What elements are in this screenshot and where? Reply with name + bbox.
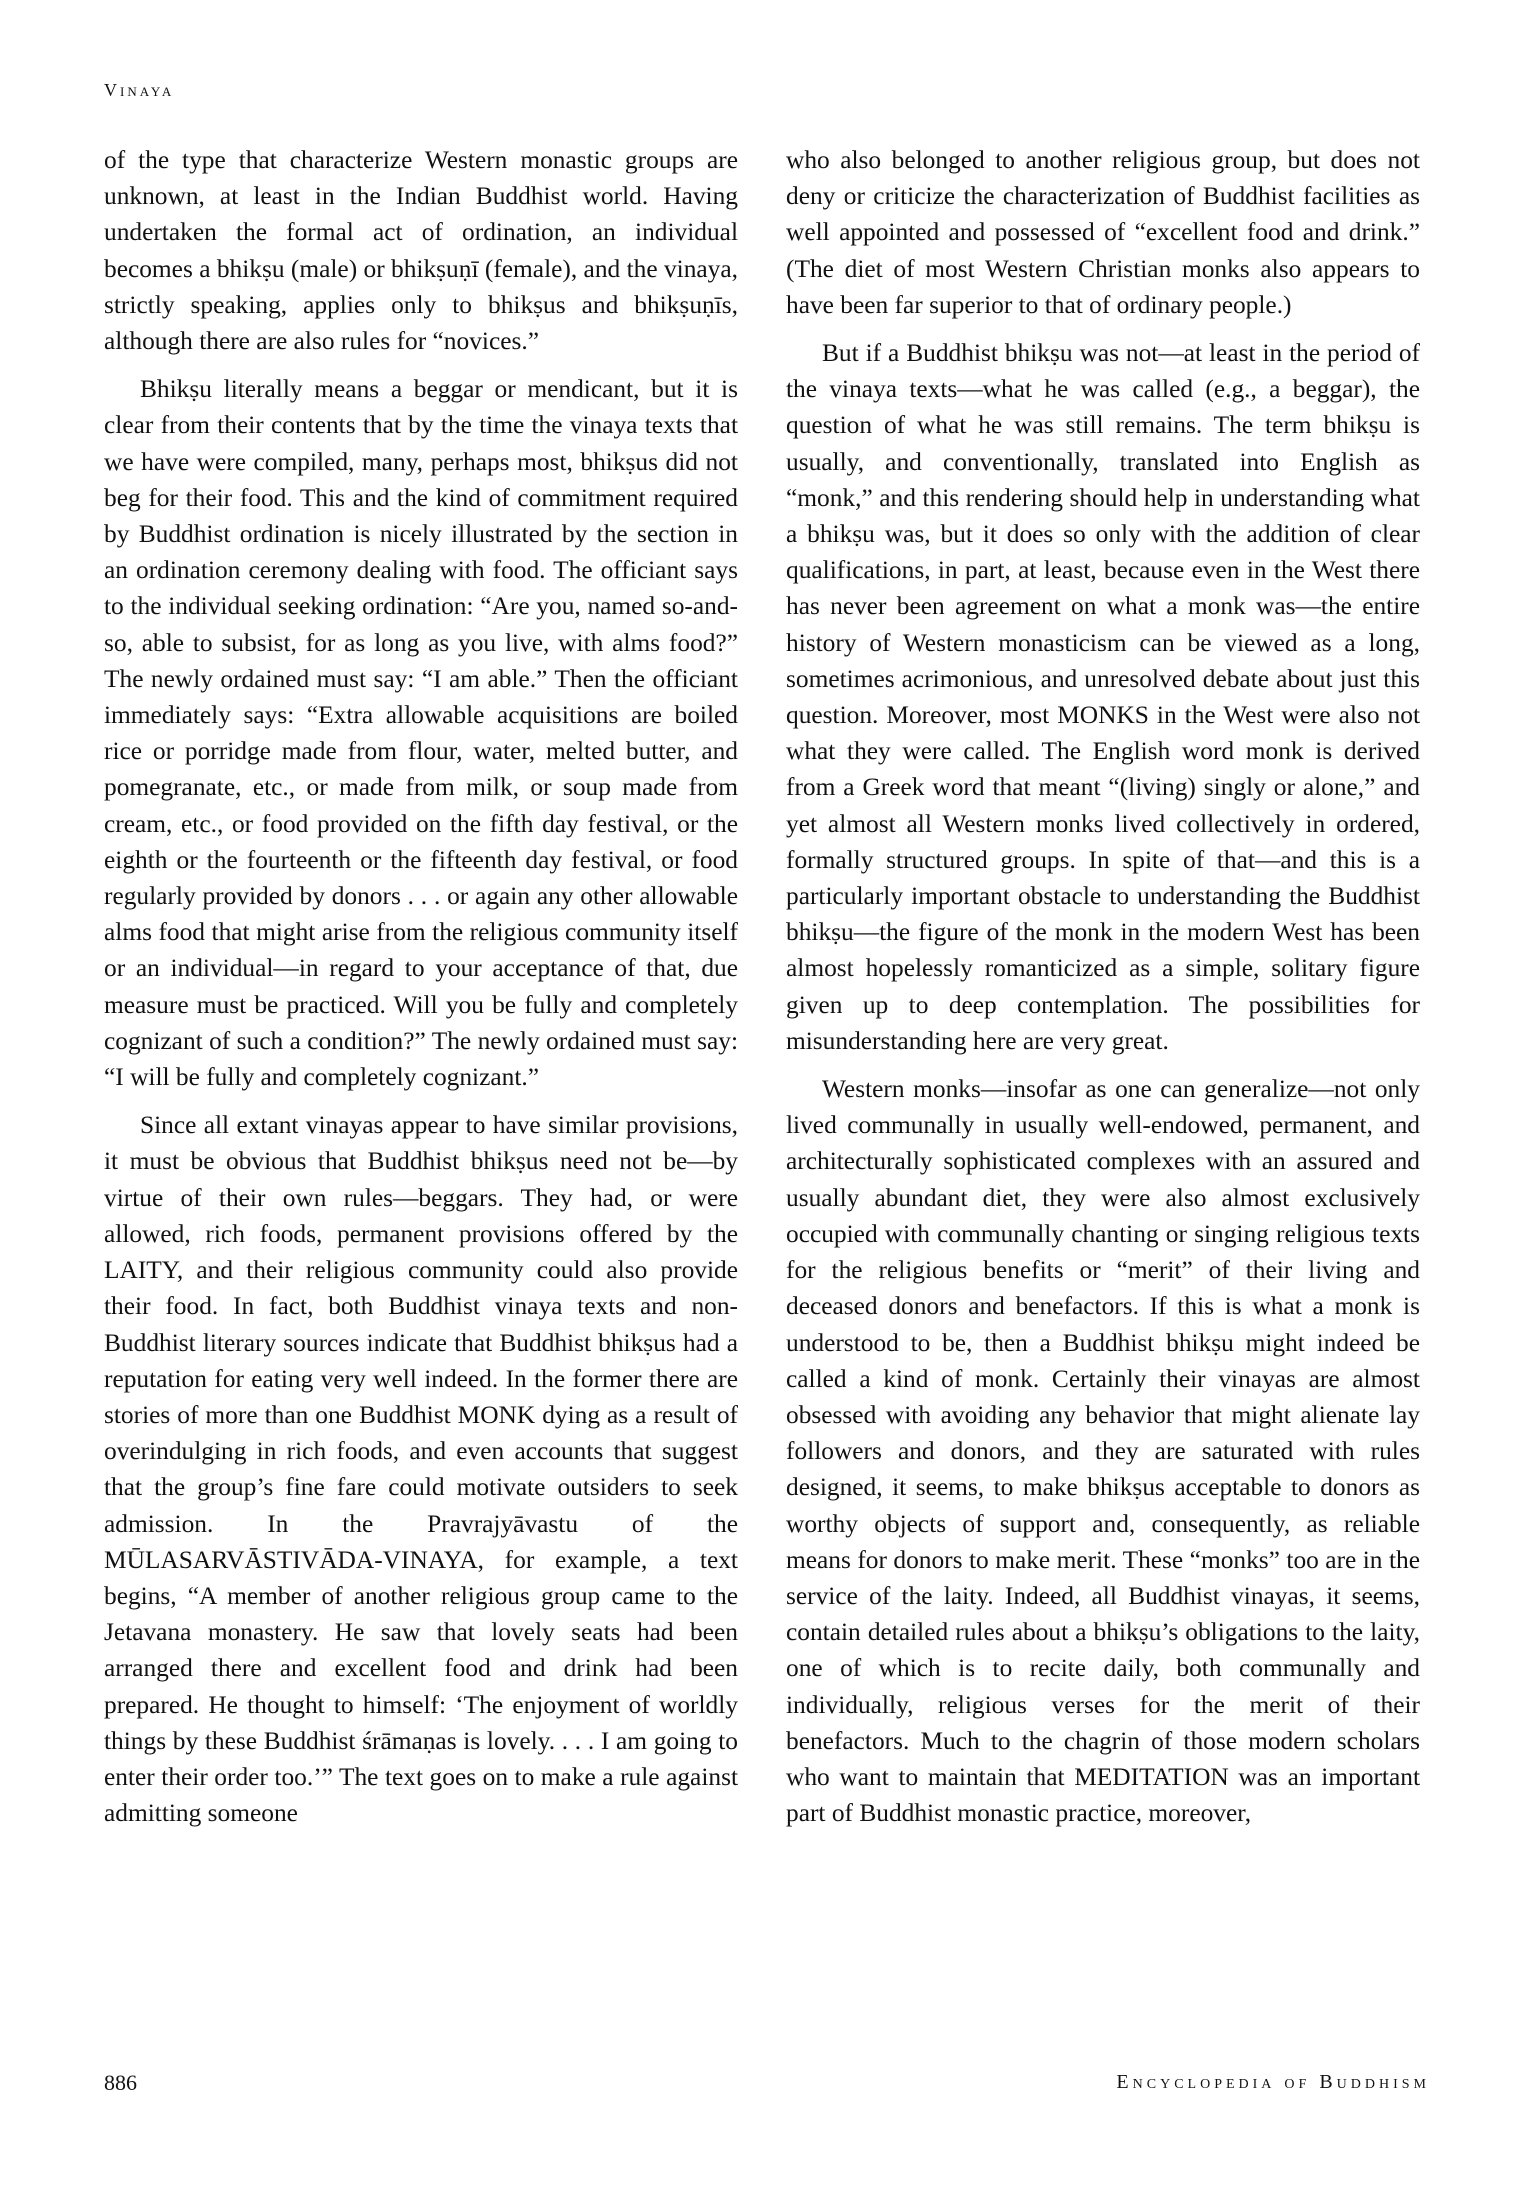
right-column [786,142,1420,1843]
paragraph: who also belonged to another religious group, but does not deny or criticize the characterization of Buddhist facilities as well appointed and possessed of “excellent food and drink.” (The diet of most Western Christian monks also appears to have been far superior to that of ordinary people.) [786,146,1420,319]
page-number: 886 [104,2070,137,2095]
book-title: Encyclopedia of Buddhism [1116,2071,1430,2093]
paragraph: Western monks—insofar as one can generalize—not only lived communally in usually well-endowed, permanent, and architecturally sophisticated complexes with an assured and usually abundant diet, they were also almost exclusively occupied with communally chanting or singing religious texts for the religious benefits or “merit” of their living and deceased donors and benefactors. If this is what a monk is understood to be, then a Buddhist bhikṣu might indeed be called a kind of monk. Certainly their vinayas are almost obsessed with avoiding any behavior that might alienate lay followers and donors, and they are saturated with rules designed, it seems, to make bhikṣus acceptable to donors as worthy objects of support and, consequently, as reliable means for donors to make merit. These “monks” too are in the service of the laity. Indeed, all Buddhist vinayas, it seems, contain detailed rules about a bhikṣu’s obligations to the laity, one of which is to recite daily, both communally and individually, religious verses for the merit of their benefactors. Much to the chagrin of those modern scholars who want to maintain that MEDITATION was an important part of Buddhist monastic practice, moreover, [786,1075,1420,1828]
running-head: Vinaya [104,80,175,100]
paragraph: Since all extant vinayas appear to have similar provisions, it must be obvious that Buddhist bhikṣus need not be—by virtue of their own rules—beggars. They had, or were allowed, rich foods, permanent provisions offered by the LAITY, and their religious community could also provide their food. In fact, both Buddhist vinaya texts and non-Buddhist literary sources indicate that Buddhist bhikṣus had a reputation for eating very well indeed. In the former there are stories of more than one Buddhist MONK dying as a result of overindulging in rich foods, and even accounts that suggest that the group’s fine fare could motivate outsiders to seek admission. In the Pravrajyāvastu of the MŪLASARVĀSTIVĀDA-VINAYA, for example, a text begins, “A member of another religious group came to the Jetavana monastery. He saw that lovely seats had been arranged there and excellent food and drink had been prepared. He thought to himself: ‘The enjoyment of worldly things by these Buddhist śrāmaṇas is lovely. . . . I am going to enter their order too.’” The text goes on to make a rule against admitting someone [104,1111,738,1828]
paragraph: Bhikṣu literally means a beggar or mendicant, but it is clear from their contents that by the time the vinaya texts that we have were compiled, many, perhaps most, bhikṣus did not beg for their food. This and the kind of commitment required by Buddhist ordination is nicely illustrated by the section in an ordination ceremony dealing with food. The officiant says to the individual seeking ordination: “Are you, named so-and-so, able to subsist, for as long as you live, with alms food?” The newly ordained must say: “I am able.” Then the officiant immediately says: “Extra allowable acquisitions are boiled rice or porridge made from flour, water, melted butter, and pomegranate, etc., or made from milk, or soup made from cream, etc., or food provided on the fifth day festival, or the eighth or the fourteenth or the fifteenth day festival, or food regularly provided by donors . . . or again any other allowable alms food that might arise from the religious community itself or an individual—in regard to your acceptance of that, due measure must be practiced. Will you be fully and completely cognizant of such a condition?” The newly ordained must say: “I will be fully and completely cognizant.” [104,375,738,1092]
left-column [104,142,738,1843]
paragraph: But if a Buddhist bhikṣu was not—at least in the period of the vinaya texts—what he was called (e.g., a beggar), the question of what he was still remains. The term bhikṣu is usually, and conventionally, translated into English as “monk,” and this rendering should help in understanding what a bhikṣu was, but it does so only with the addition of clear qualifications, in part, at least, because even in the West there has never been agreement on what a monk was—the entire history of Western monasticism can be viewed as a long, sometimes acrimonious, and unresolved debate about just this question. Moreover, most MONKS in the West were also not what they were called. The English word monk is derived from a Greek word that meant “(living) singly or alone,” and yet almost all Western monks lived collectively in ordered, formally structured groups. In spite of that—and this is a particularly important obstacle to understanding the Buddhist bhikṣu—the figure of the monk in the modern West has been almost hopelessly romanticized as a simple, solitary figure given up to deep contemplation. The possibilities for misunderstanding here are very great. [786,339,1420,1055]
paragraph: of the type that characterize Western monastic groups are unknown, at least in the Indian Buddhist world. Having undertaken the formal act of ordination, an individual becomes a bhikṣu (male) or bhikṣuṇī (female), and the vinaya, strictly speaking, applies only to bhikṣus and bhikṣuṇīs, although there are also rules for “novices.” [104,146,738,356]
